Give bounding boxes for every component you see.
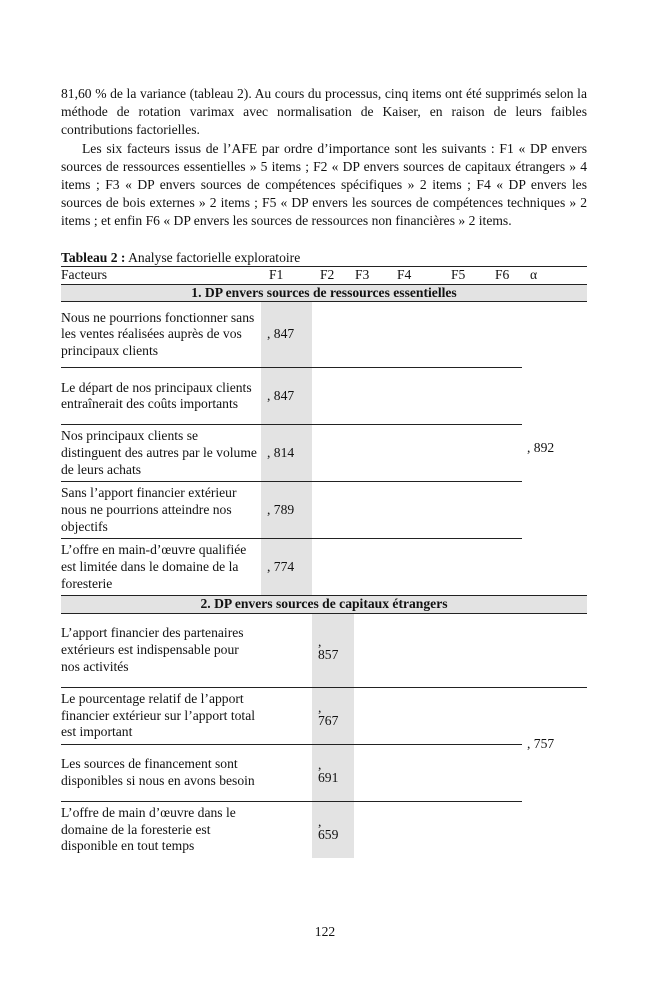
f2-loading	[312, 801, 354, 858]
item-label: Le pourcentage relatif de l’apport financier extérieur sur l’apport total est important	[61, 687, 261, 744]
factor-analysis-table	[61, 266, 587, 859]
f1-loading: , 814	[261, 425, 312, 482]
table-header-row	[61, 266, 587, 284]
header-f1: F1	[261, 266, 312, 284]
f2-loading-comma: ,	[318, 699, 322, 715]
table-row	[61, 302, 587, 368]
page-number: 122	[314, 924, 336, 939]
table-row	[61, 744, 587, 801]
f2-loading-comma: ,	[318, 756, 322, 772]
f2-loading	[312, 687, 354, 744]
item-label: Le départ de nos principaux clients entraînerait des coûts importants	[61, 368, 261, 425]
item-label: Nos principaux clients se distinguent des autres par le volume de leurs achats	[61, 425, 261, 482]
f1-loading: , 847	[261, 368, 312, 425]
table-row	[61, 687, 587, 744]
f2-loading-value: 691	[318, 769, 339, 785]
f1-loading: , 847	[261, 302, 312, 368]
alpha-section-2: , 757	[527, 735, 555, 751]
f2-loading	[312, 744, 354, 801]
item-label: L’apport financier des partenaires extérieurs est indispensable pour nos activités	[61, 613, 261, 687]
item-label: Sans l’apport financier extérieur nous ne pourrions atteindre nos objectifs	[61, 482, 261, 539]
f2-loading-value: 659	[318, 826, 339, 842]
header-alpha: α	[522, 266, 587, 284]
f1-loading: , 789	[261, 482, 312, 539]
header-f3: F3	[354, 266, 397, 284]
header-f5: F5	[445, 266, 489, 284]
f2-loading-value: 767	[318, 712, 339, 728]
table-row	[61, 482, 587, 539]
header-f2: F2	[312, 266, 354, 284]
section-title-1: 1. DP envers sources de ressources essentielles	[61, 284, 587, 302]
table-caption-label: Tableau 2 :	[61, 249, 126, 265]
paragraph-intro: 81,60 % de la variance (tableau 2). Au cours du processus, cinq items ont été supprimés selon la méthode de rotation varimax avec normalisation de Kaiser, en raison de leurs faibles contributions factorielles.	[61, 86, 587, 138]
header-f6: F6	[489, 266, 522, 284]
section-row-2	[61, 596, 587, 614]
f2-loading-value: 857	[318, 647, 339, 663]
f1-loading: , 774	[261, 539, 312, 596]
item-label: Les sources de financement sont disponibles si nous en avons besoin	[61, 744, 261, 801]
item-label: L’offre en main-d’œuvre qualifiée est limitée dans le domaine de la foresterie	[61, 539, 261, 596]
f2-loading	[312, 613, 354, 687]
item-label: L’offre de main d’œuvre dans le domaine de la foresterie est disponible en tout temps	[61, 805, 236, 854]
table-row	[61, 425, 587, 482]
header-facteurs: Facteurs	[61, 266, 261, 284]
table-row	[61, 368, 587, 425]
table-row	[61, 613, 587, 687]
table-row	[61, 801, 587, 858]
table-caption	[61, 250, 587, 266]
f2-loading-comma: ,	[318, 634, 322, 650]
table-caption-title: Analyse factorielle exploratoire	[125, 249, 301, 265]
header-f4: F4	[397, 266, 445, 284]
section-title-2: 2. DP envers sources de capitaux étrangers	[61, 596, 587, 614]
document-page	[61, 85, 587, 858]
paragraph-factors: Les six facteurs issus de l’AFE par ordre d’importance sont les suivants : F1 « DP envers sources de ressources essentielles » 5 items ; F2 « DP envers sources de capitaux étrangers » 4 items ; F3 « DP envers sources de compétences spécifiques » 2 items ; F4 « DP envers les sources de bois externes » 2 items ; F5 « DP envers les sources de compétences techniques » 2 items ; et enfin F6 « DP envers les sources de ressources non financières » 2 items.	[61, 140, 587, 229]
table-row	[61, 539, 587, 596]
alpha-section-1: , 892	[522, 302, 587, 596]
section-row-1	[61, 284, 587, 302]
item-label: Nous ne pourrions fonctionner sans les ventes réalisées auprès de vos principaux clients	[61, 302, 261, 368]
f2-loading-comma: ,	[318, 813, 322, 829]
